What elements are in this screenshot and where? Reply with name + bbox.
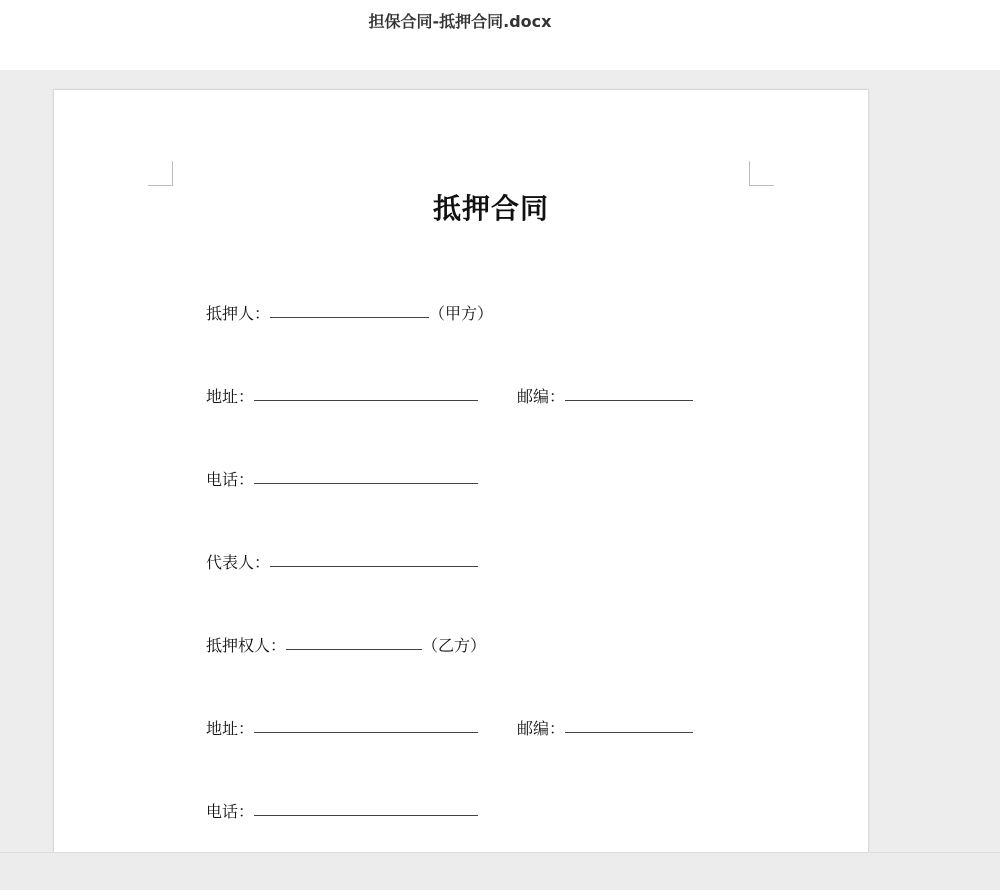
phone-label: 电话：: [206, 802, 255, 821]
postcode-blank: [565, 718, 693, 733]
address-label: 地址：: [206, 387, 255, 406]
mortgagee-blank: [286, 635, 422, 650]
mortgagor-blank: [270, 303, 429, 318]
representative-line: [206, 552, 478, 574]
document-title[interactable]: 担保合同-抵押合同.docx: [368, 12, 552, 31]
mortgagor-label: 抵押人：: [206, 304, 271, 323]
mortgagee-line: [206, 635, 486, 657]
phone-label: 电话：: [206, 470, 255, 489]
mortgagor-line: [206, 303, 493, 325]
postcode-group: [517, 386, 693, 408]
postcode-group: [517, 718, 693, 740]
party-b-suffix: （乙方）: [422, 636, 487, 655]
top-bar: [0, 0, 1000, 70]
bottom-bar: [0, 852, 1000, 890]
contract-heading: 抵押合同: [432, 192, 549, 225]
mortgagee-address-line: [206, 718, 766, 740]
address-blank: [254, 386, 478, 401]
document-page: [53, 89, 869, 852]
postcode-label: 邮编：: [517, 719, 566, 738]
party-a-suffix: （甲方）: [429, 304, 494, 323]
address-blank: [254, 718, 478, 733]
mortgagor-phone-line: [206, 469, 478, 491]
mortgagor-address-line: [206, 386, 766, 408]
document-viewer[interactable]: [0, 70, 1000, 852]
margin-corner-top-right: [749, 161, 774, 186]
mortgagee-phone-line: [206, 801, 478, 823]
representative-label: 代表人：: [206, 553, 271, 572]
margin-corner-top-left: [148, 161, 173, 186]
address-label: 地址：: [206, 719, 255, 738]
mortgagee-label: 抵押权人：: [206, 636, 287, 655]
postcode-blank: [565, 386, 693, 401]
phone-blank: [254, 469, 478, 484]
postcode-label: 邮编：: [517, 387, 566, 406]
phone-blank: [254, 801, 478, 816]
representative-blank: [270, 552, 478, 567]
